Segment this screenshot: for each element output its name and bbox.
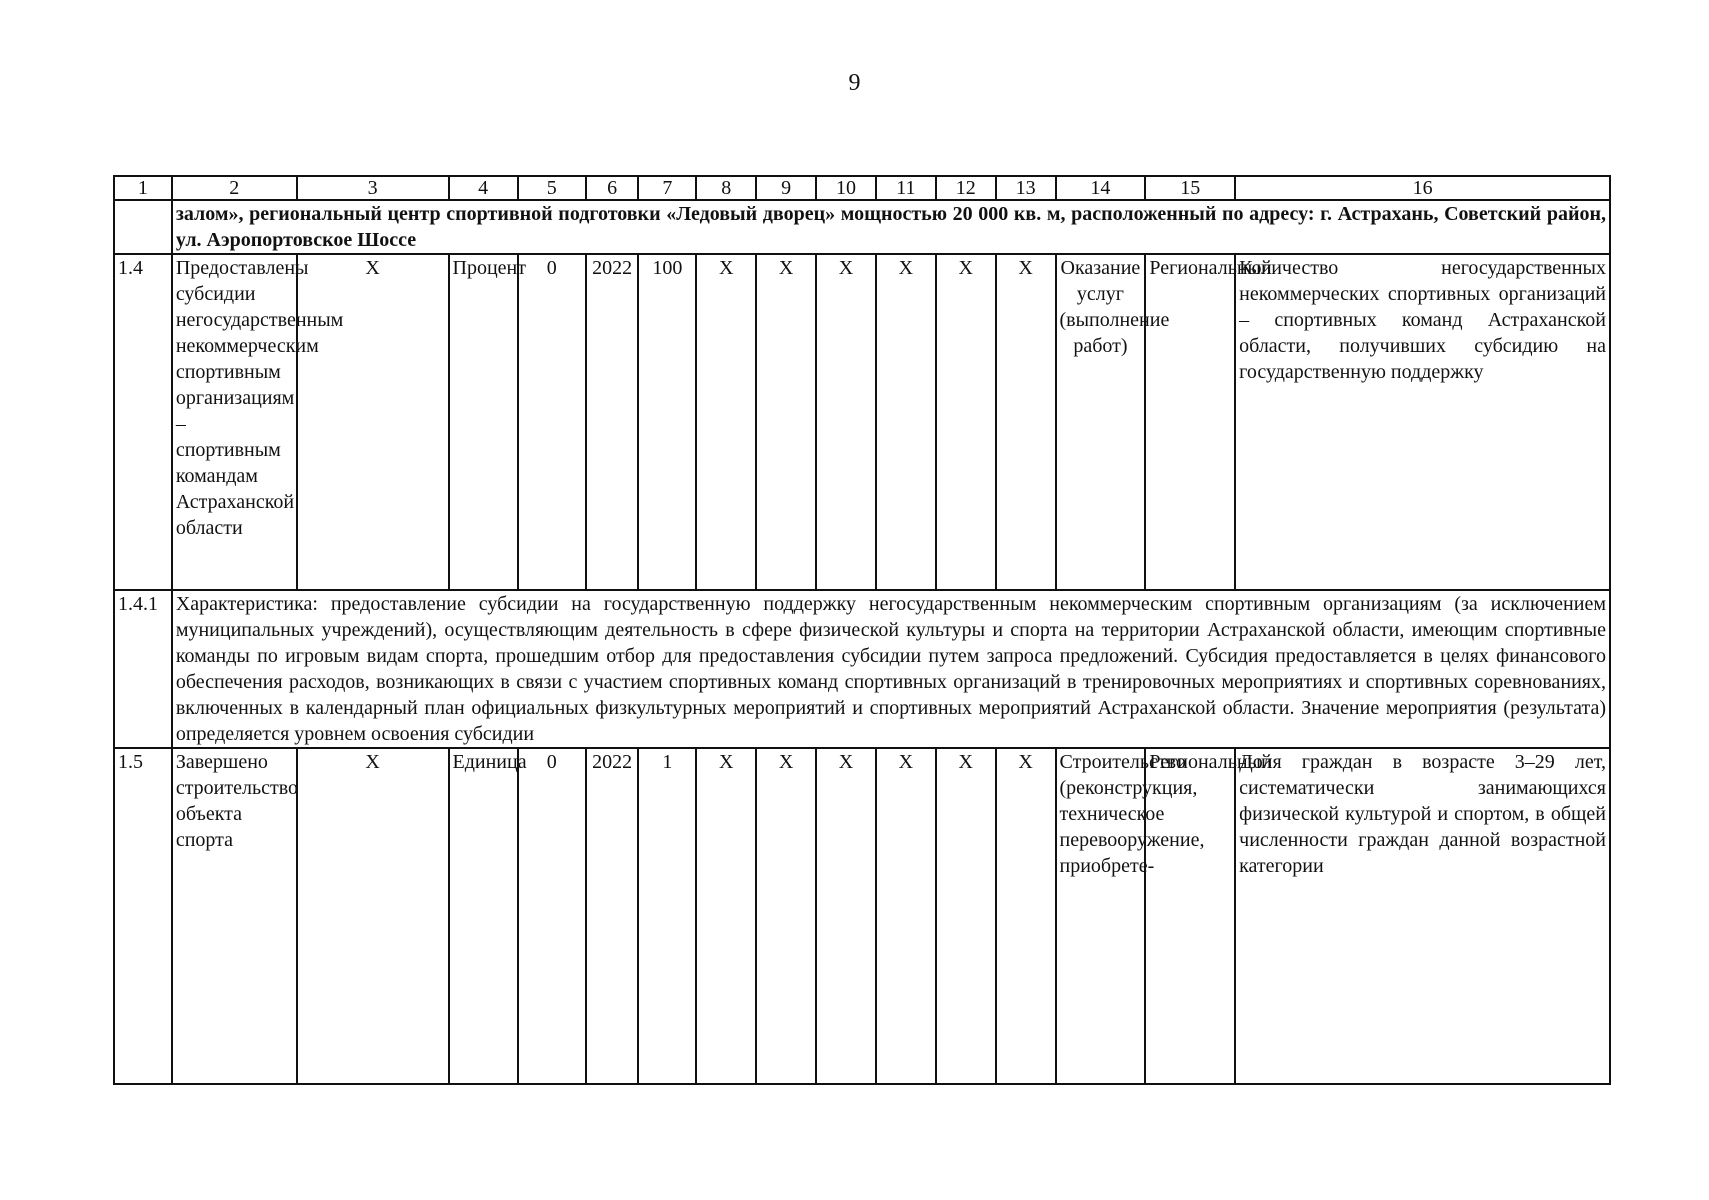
col-header-7: 7 — [638, 176, 696, 200]
target-value: 1 — [638, 748, 696, 1084]
continuation-num-cell — [114, 200, 172, 254]
col-header-3: 3 — [297, 176, 449, 200]
col-header-14: 14 — [1056, 176, 1146, 200]
cell-col-12: Х — [936, 254, 996, 590]
cell-col-11: Х — [876, 748, 936, 1084]
table-row-1-4 — [114, 254, 1610, 590]
continuation-row — [114, 200, 1610, 254]
column-number-row — [114, 176, 1610, 200]
continuation-text: залом», региональный центр спортивной подготовки «Ледовый дворец» мощностью 20 000 кв. м, расположенный по адресу: г. Астрахань, Советский район, ул. Аэропортовское Шоссе — [172, 200, 1610, 254]
col-header-11: 11 — [876, 176, 936, 200]
cell-col-3: Х — [297, 748, 449, 1084]
col-header-12: 12 — [936, 176, 996, 200]
cell-col-10: Х — [816, 748, 876, 1084]
cell-col-12: Х — [936, 748, 996, 1084]
row-number: 1.4.1 — [114, 590, 172, 748]
col-header-2: 2 — [172, 176, 297, 200]
measure-level: Региональный — [1145, 254, 1235, 590]
row-number: 1.5 — [114, 748, 172, 1084]
base-year: 2022 — [586, 254, 639, 590]
page-number: 9 — [848, 70, 861, 96]
col-header-1: 1 — [114, 176, 172, 200]
table-row-1-5 — [114, 748, 1610, 1084]
cell-col-9: Х — [756, 748, 816, 1084]
col-header-10: 10 — [816, 176, 876, 200]
cell-col-13: Х — [996, 254, 1056, 590]
cell-col-10: Х — [816, 254, 876, 590]
linked-indicator: Количество негосударственных некоммерческих спортивных организаций – спортивных команд Астраханской области, получивших субсидию на государственную поддержку — [1235, 254, 1610, 590]
cell-col-13: Х — [996, 748, 1056, 1084]
cell-col-11: Х — [876, 254, 936, 590]
col-header-8: 8 — [696, 176, 756, 200]
col-header-16: 16 — [1235, 176, 1610, 200]
measure-type: Строительство (реконструкция, техническое перевооружение, приобрете- — [1056, 748, 1146, 1084]
col-header-5: 5 — [518, 176, 586, 200]
col-header-13: 13 — [996, 176, 1056, 200]
unit-of-measure: Единица — [449, 748, 518, 1084]
measure-type: Оказание услуг (выполнение работ) — [1056, 254, 1146, 590]
col-header-4: 4 — [449, 176, 518, 200]
measure-level: Региональный — [1145, 748, 1235, 1084]
base-value: 0 — [518, 748, 586, 1084]
col-header-6: 6 — [586, 176, 639, 200]
linked-indicator: Доля граждан в возрасте 3–29 лет, систематически занимающихся физической культурой и спортом, в общей численности граждан данной возрастной категории — [1235, 748, 1610, 1084]
unit-of-measure: Процент — [449, 254, 518, 590]
target-value: 100 — [638, 254, 696, 590]
measure-name: Завершено строительство объекта спорта — [172, 748, 297, 1084]
cell-col-8: Х — [696, 748, 756, 1084]
table-row-1-4-1 — [114, 590, 1610, 748]
base-value: 0 — [518, 254, 586, 590]
cell-col-3: Х — [297, 254, 449, 590]
base-year: 2022 — [586, 748, 639, 1084]
cell-col-8: Х — [696, 254, 756, 590]
measure-characteristic: Характеристика: предоставление субсидии на государственную поддержку негосударственным некоммерческим спортивным организациям (за исключением муниципальных учреждений), осуществляющим деятельность в сфере физической культуры и спорта на территории Астраханской области, имеющим спортивные команды по игровым видам спорта, прошедшим отбор для предоставления субсидии путем запроса предложений. Субсидия предоставляется в целях финансового обеспечения расходов, возникающих в связи с участием спортивных команд спортивных организаций в тренировочных мероприятиях и спортивных соревнованиях, включенных в календарный план официальных физкультурных мероприятий и спортивных мероприятий Астраханской области. Значение мероприятия (результата) определяется уровнем освоения субсидии — [172, 590, 1610, 748]
measures-table — [113, 175, 1611, 1085]
cell-col-9: Х — [756, 254, 816, 590]
measure-name: Предоставлены субсидии негосударственным некоммерческим спортивным организациям – спортивным командам Астраханской области — [172, 254, 297, 590]
row-number: 1.4 — [114, 254, 172, 590]
col-header-15: 15 — [1145, 176, 1235, 200]
col-header-9: 9 — [756, 176, 816, 200]
